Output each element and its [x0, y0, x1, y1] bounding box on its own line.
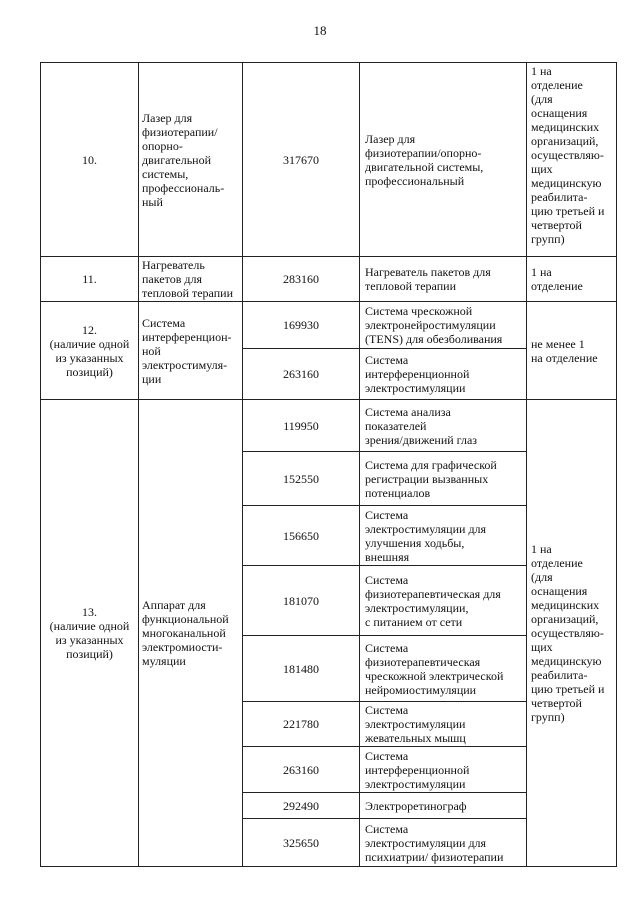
- equipment-description: Нагреватель пакетов для тепловой терапии: [360, 257, 527, 302]
- equipment-description: Система электростимуляции для улучшения ходьбы, внешняя: [360, 506, 527, 566]
- equipment-code: 263160: [243, 349, 360, 400]
- equipment-description: Система физиотерапевтическая чрескожной электрической нейромиостимуляции: [360, 636, 527, 702]
- equipment-code: 181480: [243, 636, 360, 702]
- equipment-code: 119950: [243, 400, 360, 452]
- equipment-description: Система электростимуляции для психиатрии/ физиотерапии: [360, 819, 527, 867]
- equipment-name: Нагреватель пакетов для тепловой терапии: [139, 257, 243, 302]
- equipment-description: Система физиотерапевтическая для электростимуляции, с питанием от сети: [360, 566, 527, 636]
- equipment-code: 292490: [243, 793, 360, 819]
- equipment-description: Система анализа показателей зрения/движений глаз: [360, 400, 527, 452]
- equipment-code: 221780: [243, 702, 360, 747]
- equipment-code: 169930: [243, 302, 360, 349]
- equipment-table: [40, 62, 617, 867]
- equipment-code: 317670: [243, 63, 360, 257]
- equipment-code: 263160: [243, 747, 360, 793]
- equipment-quantity: 1 на отделение: [527, 257, 617, 302]
- equipment-code: 325650: [243, 819, 360, 867]
- equipment-name: Лазер для физиотерапии/ опорно- двигательной системы, профессиональ- ный: [139, 63, 243, 257]
- row-number: 10.: [41, 63, 139, 257]
- table-row-11: [41, 257, 617, 302]
- equipment-quantity: 1 на отделение (для оснащения медицинских организаций, осуществляю- щих медицинскую реабилита- цию третьей и четвертой групп): [527, 63, 617, 257]
- equipment-code: 152550: [243, 452, 360, 506]
- table-row-10: [41, 63, 617, 257]
- equipment-description: Система интерференционной электростимуляции: [360, 349, 527, 400]
- equipment-name: Аппарат для функциональной многоканальной электромиости- муляции: [139, 400, 243, 867]
- row-number: 11.: [41, 257, 139, 302]
- equipment-code: 156650: [243, 506, 360, 566]
- equipment-name: Система интерференцион- ной электростимуля- ции: [139, 302, 243, 400]
- row-number: 12. (наличие одной из указанных позиций): [41, 302, 139, 400]
- equipment-description: Система для графической регистрации вызванных потенциалов: [360, 452, 527, 506]
- table-row-12: [41, 302, 617, 349]
- page-number: 18: [313, 23, 327, 38]
- row-number: 13. (наличие одной из указанных позиций): [41, 400, 139, 867]
- equipment-code: 283160: [243, 257, 360, 302]
- equipment-description: Система чрескожной электронейростимуляции (TENS) для обезболивания: [360, 302, 527, 349]
- table-row-13: [41, 400, 617, 452]
- equipment-description: Лазер для физиотерапии/опорно- двигательной системы, профессиональный: [360, 63, 527, 257]
- equipment-code: 181070: [243, 566, 360, 636]
- equipment-quantity: не менее 1 на отделение: [527, 302, 617, 400]
- equipment-description: Система электростимуляции жевательных мышц: [360, 702, 527, 747]
- equipment-description: Система интерференционной электростимуляции: [360, 747, 527, 793]
- equipment-description: Электроретинограф: [360, 793, 527, 819]
- equipment-quantity: 1 на отделение (для оснащения медицинских организаций, осуществляю- щих медицинскую реабилита- цию третьей и четвертой групп): [527, 400, 617, 867]
